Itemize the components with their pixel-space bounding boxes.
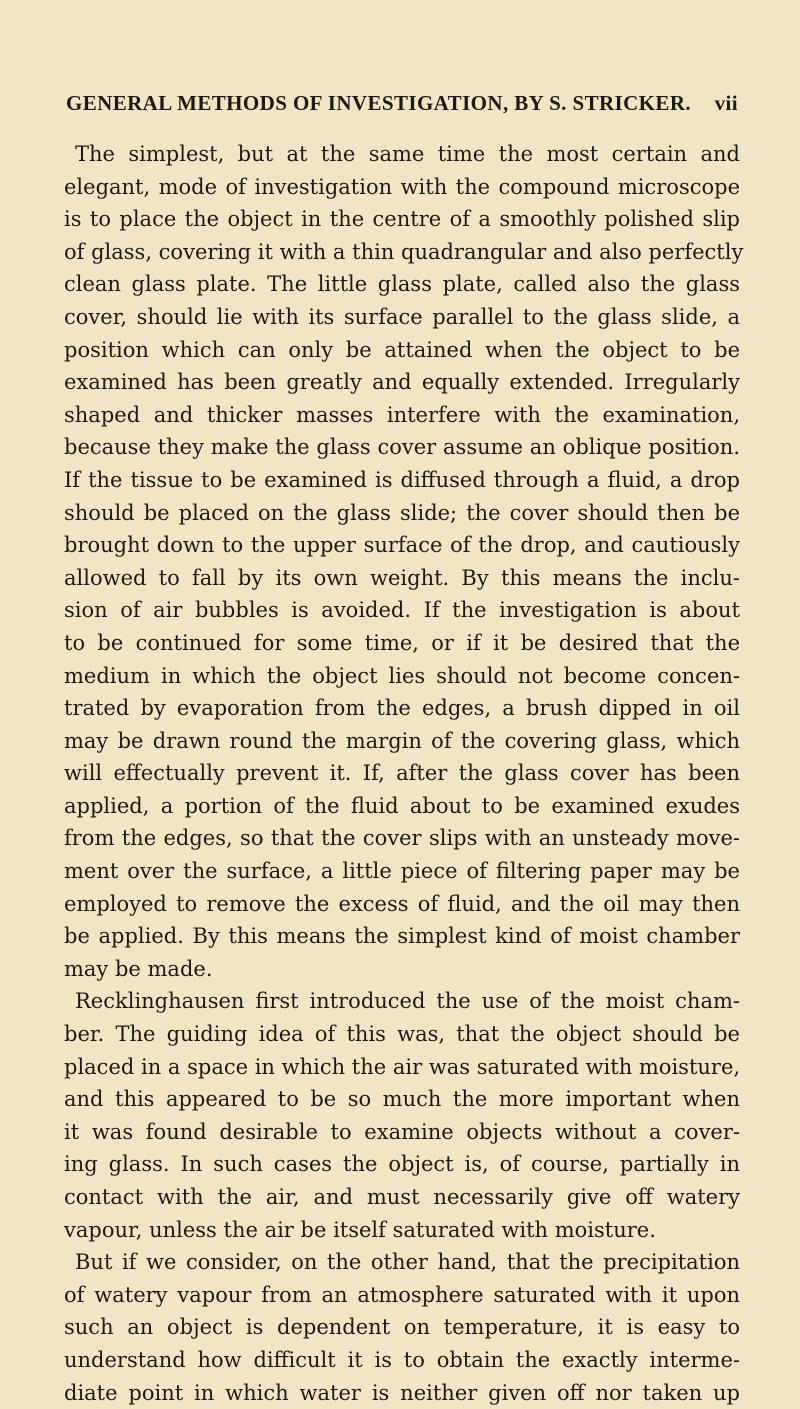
text-line: examined has been greatly and equally extended. Irregularly	[64, 370, 740, 395]
text-line: medium in which the object lies should not become concen-	[64, 663, 740, 688]
text-line: may be made.	[64, 956, 213, 981]
text-line: Recklinghausen first introduced the use of the moist cham-	[75, 989, 740, 1014]
text-line: from the edges, so that the cover slips with an unsteady move-	[64, 826, 740, 851]
page-number: vii	[714, 91, 738, 115]
running-head	[66, 91, 738, 116]
text-line: is to place the object in the centre of a smoothly polished slip	[64, 207, 740, 232]
text-line: elegant, mode of investigation with the compound microscope	[64, 174, 740, 199]
text-line: position which can only be attained when the object to be	[64, 337, 740, 362]
text-line: will effectually prevent it. If, after the glass cover has been	[64, 761, 740, 786]
body-text	[64, 138, 744, 1409]
text-line: be applied. By this means the simplest kind of moist chamber	[64, 924, 740, 949]
text-line: contact with the air, and must necessarily give off watery	[64, 1185, 740, 1209]
text-line: ing glass. In such cases the object is, of course, partially in	[64, 1152, 740, 1177]
text-line: ber. The guiding idea of this was, that the object should be	[64, 1022, 740, 1047]
text-line: should be placed on the glass slide; the cover should then be	[64, 500, 740, 525]
text-line: applied, a portion of the fluid about to be examined exudes	[64, 793, 740, 818]
text-line: trated by evaporation from the edges, a brush dipped in oil	[64, 696, 740, 721]
text-line: it was found desirable to examine objects without a cover-	[64, 1119, 740, 1144]
text-line: may be drawn round the margin of the covering glass, which	[64, 728, 740, 753]
text-line: If the tissue to be examined is diffused through a fluid, a drop	[64, 467, 740, 492]
text-line: to be continued for some time, or if it be desired that the	[64, 630, 740, 655]
text-line: But if we consider, on the other hand, that the precipitation	[75, 1250, 740, 1275]
text-line: placed in a space in which the air was saturated with moisture,	[64, 1054, 741, 1079]
text-line: of watery vapour from an atmosphere saturated with it upon	[64, 1282, 740, 1307]
text-line: understand how difficult it is to obtain the exactly interme-	[64, 1347, 740, 1372]
text-line: and this appeared to be so much the more important when	[64, 1087, 740, 1112]
text-line: because they make the glass cover assume an oblique position.	[64, 435, 740, 460]
text-line: clean glass plate. The little glass plate, called also the glass	[64, 272, 740, 297]
text-line: of glass, covering it with a thin quadrangular and also perfectly	[64, 239, 744, 264]
text-line: employed to remove the excess of fluid, and the oil may then	[64, 891, 740, 916]
text-line: sion of air bubbles is avoided. If the investigation is about	[64, 598, 740, 623]
text-line: ment over the surface, a little piece of filtering paper may be	[64, 859, 740, 884]
text-line: allowed to fall by its own weight. By this means the inclu-	[64, 565, 740, 590]
text-line: diate point in which water is neither given off nor taken up	[64, 1380, 740, 1405]
text-line: such an object is dependent on temperature, it is easy to	[64, 1315, 740, 1340]
text-line: The simplest, but at the same time the most certain and	[75, 142, 740, 166]
text-line: vapour, unless the air be itself saturated with moisture.	[64, 1217, 656, 1242]
text-line: cover, should lie with its surface parallel to the glass slide, a	[64, 304, 740, 329]
text-line: brought down to the upper surface of the drop, and cautiously	[64, 533, 740, 558]
text-line: shaped and thicker masses interfere with the examination,	[64, 402, 740, 427]
running-head-title: GENERAL METHODS OF INVESTIGATION, BY S. STRICKER.	[66, 91, 692, 115]
